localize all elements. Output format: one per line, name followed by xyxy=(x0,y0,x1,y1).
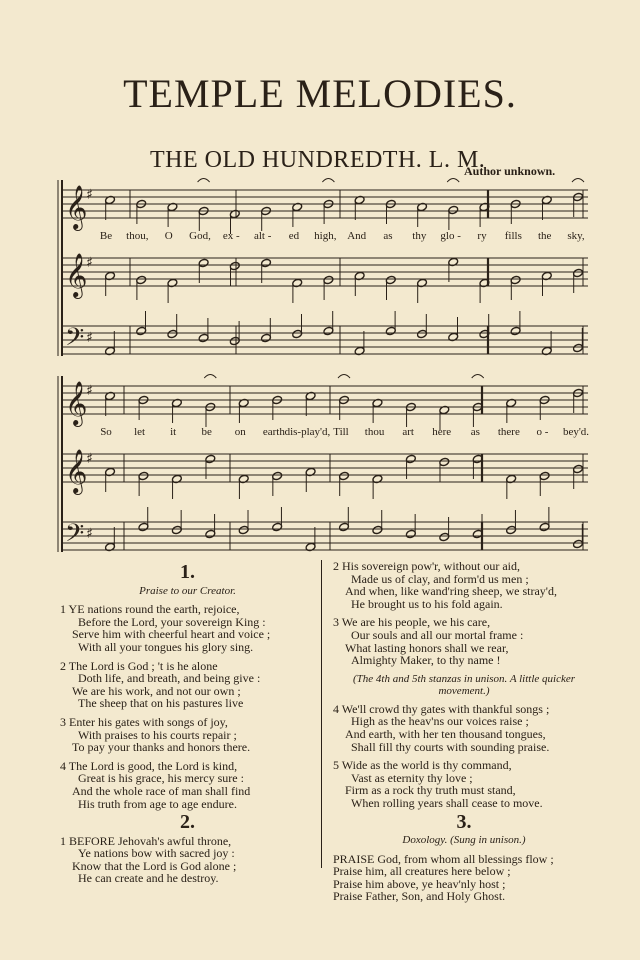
sharp-key-signature-icon: ♯ xyxy=(86,451,93,467)
verse-line: We are his work, and not our own ; xyxy=(72,683,241,698)
verse-line: He brought us to his fold again. xyxy=(351,596,503,611)
lyric-syllable: Be xyxy=(99,230,113,242)
verse-line: He can create and he destroy. xyxy=(78,871,219,886)
lyric-syllable: dis-play'd, xyxy=(284,426,331,438)
stanza xyxy=(333,560,595,610)
verse-line: Praise him, all creatures here below ; xyxy=(333,864,511,879)
verse-line: His truth from age to age endure. xyxy=(78,796,237,811)
verse-line: Know that the Lord is God alone ; xyxy=(72,858,237,873)
lyric-syllable: o - xyxy=(536,426,549,438)
lyric-syllable: high, xyxy=(314,230,337,242)
sharp-key-signature-icon: ♯ xyxy=(86,330,93,346)
verse-line: 3 Enter his gates with songs of joy, xyxy=(60,714,228,729)
fermata-icon xyxy=(198,179,210,183)
lyric-syllable: glo - xyxy=(440,230,461,242)
verse-line: 2 His sovereign pow'r, without our aid, xyxy=(333,559,520,573)
treble-clef-icon: 𝄞 xyxy=(65,185,88,229)
stanza xyxy=(333,616,595,666)
tune-title: THE OLD HUNDREDTH. L. M. xyxy=(150,147,486,173)
sharp-key-signature-icon: ♯ xyxy=(86,255,93,271)
verse-line: Praise him above, ye heav'nly host ; xyxy=(333,876,506,891)
fermata-icon xyxy=(204,375,216,379)
stanza xyxy=(333,703,595,753)
verse-line: 4 We'll crowd thy gates with thankful songs ; xyxy=(333,701,550,716)
verse-line: And the whole race of man shall find xyxy=(72,783,251,798)
bass-clef-icon: 𝄢 xyxy=(65,323,85,358)
verse-line: Serve him with cheerful heart and voice ; xyxy=(72,627,271,642)
hymn-2-stanza-1 xyxy=(60,835,315,885)
hymn-3-lines xyxy=(333,853,595,903)
hymn-3-caption: Doxology. (Sung in unison.) xyxy=(402,834,526,847)
verse-line: What lasting honors shall we rear, xyxy=(345,640,509,655)
verse-line: Doth life, and breath, and being give : xyxy=(78,671,261,686)
sharp-key-signature-icon: ♯ xyxy=(86,526,93,542)
lyric-syllable: the xyxy=(537,230,552,242)
lyric-syllable: be xyxy=(201,426,212,438)
lyric-syllable: as xyxy=(470,426,480,438)
verse-line: Vast as eternity thy love ; xyxy=(351,770,473,785)
lyric-syllable: let xyxy=(134,426,146,438)
verse-line: High as the heav'ns our voices raise ; xyxy=(351,714,529,729)
verse-line: Great is his grace, his mercy sure : xyxy=(78,771,244,786)
left-column xyxy=(60,560,315,891)
lyric-syllable: art xyxy=(402,426,414,438)
hymn-1-number: 1. xyxy=(180,561,195,583)
verse-line: 5 Wide as the world is thy command, xyxy=(333,758,512,773)
verse-line: Made us of clay, and form'd us men ; xyxy=(351,571,529,586)
verse-line: 3 We are his people, we his care, xyxy=(333,615,491,630)
lyrics-line-2 xyxy=(100,426,589,438)
lyric-syllable: thy xyxy=(412,230,427,242)
lyric-syllable: thou xyxy=(364,426,385,438)
lyric-syllable: ed xyxy=(288,230,300,242)
verse-line: And earth, with her ten thousand tongues, xyxy=(345,726,546,741)
hymn-2-stanzas xyxy=(333,560,595,667)
verse-line: 4 The Lord is good, the Lord is kind, xyxy=(60,758,238,773)
hymn-3-number: 3. xyxy=(456,810,472,833)
lyric-syllable: sky, xyxy=(567,230,585,242)
lyrics-line-1 xyxy=(100,230,585,242)
lyric-syllable: here xyxy=(432,426,452,438)
stanza xyxy=(60,603,315,653)
treble-clef-icon: 𝄞 xyxy=(65,449,88,493)
stanza xyxy=(60,835,315,885)
fermata-icon xyxy=(338,375,350,379)
column-divider xyxy=(321,560,322,868)
bass-staff xyxy=(62,507,588,554)
verse-line: The sheep that on his pastures live xyxy=(78,696,244,711)
verse-line: Almighty Maker, to thy name ! xyxy=(351,653,501,668)
stanza xyxy=(333,759,595,809)
right-column xyxy=(333,560,595,903)
hymn-1-caption: Praise to our Creator. xyxy=(139,584,236,597)
verse-line: When rolling years shall cease to move. xyxy=(351,795,543,810)
fermata-icon xyxy=(472,375,484,379)
stanza xyxy=(60,760,315,810)
verse-line: And when, like wand'ring sheep, we stray'd, xyxy=(345,584,557,599)
tune-author: Author unknown. xyxy=(464,164,556,178)
lyric-syllable: it xyxy=(170,426,177,438)
fermata-icon xyxy=(322,179,334,183)
lyric-syllable: God, xyxy=(189,230,211,242)
treble-clef-icon: 𝄞 xyxy=(65,381,88,425)
lyric-syllable: alt - xyxy=(253,230,272,242)
lyric-syllable: ry xyxy=(477,230,487,242)
verse-line: Ye nations bow with sacred joy : xyxy=(78,846,235,861)
verse-line: With praises to his courts repair ; xyxy=(78,727,237,742)
verse-line: Shall fill thy courts with sounding praise. xyxy=(351,739,550,754)
lyric-syllable: Till xyxy=(333,426,349,438)
verse-line: Firm as a rock thy truth must stand, xyxy=(345,783,516,798)
lyric-syllable: bey'd. xyxy=(562,426,590,438)
hymn-1-stanzas xyxy=(60,603,315,810)
bass-staff xyxy=(62,311,588,358)
verse-line: Praise Father, Son, and Holy Ghost. xyxy=(333,889,506,904)
verse-line: 2 The Lord is God ; 't is he alone xyxy=(60,658,218,673)
lyric-syllable: there xyxy=(497,426,520,438)
sharp-key-signature-icon: ♯ xyxy=(86,187,93,203)
hymn-2-note: (The 4th and 5th stanzas in unison. A little quicker movement.) xyxy=(352,672,576,697)
hymn-2-number: 2. xyxy=(180,811,195,834)
lyric-syllable: ex - xyxy=(222,230,240,242)
verse-line: 1 BEFORE Jehovah's awful throne, xyxy=(60,833,232,848)
verse-line: PRAISE God, from whom all blessings flow ; xyxy=(333,851,554,866)
treble-staff xyxy=(62,381,588,430)
treble-staff xyxy=(62,253,588,303)
lyric-syllable: earth xyxy=(262,426,285,438)
treble-clef-icon: 𝄞 xyxy=(65,253,88,297)
fermata-icon xyxy=(572,179,584,183)
lyric-syllable: fills xyxy=(504,230,522,242)
lyric-syllable: on xyxy=(234,426,246,438)
lyric-syllable: And xyxy=(347,230,367,242)
stanza xyxy=(60,660,315,710)
verse-line: Our souls and all our mortal frame : xyxy=(351,627,524,642)
page-title: TEMPLE MELODIES. xyxy=(123,71,517,116)
verse-line: With all your tongues his glory sing. xyxy=(78,639,254,654)
lyric-syllable: So xyxy=(100,426,112,438)
lyric-syllable: thou, xyxy=(126,230,149,242)
stanza xyxy=(60,716,315,754)
fermata-icon xyxy=(447,179,459,183)
hymn-2-stanzas-unison xyxy=(333,703,595,810)
sharp-key-signature-icon: ♯ xyxy=(86,383,93,399)
verse-line: 1 YE nations round the earth, rejoice, xyxy=(60,602,240,617)
verse-line: Before the Lord, your sovereign King : xyxy=(78,614,266,629)
lyric-syllable: as xyxy=(383,230,393,242)
treble-staff xyxy=(62,185,588,234)
lyric-syllable: O xyxy=(164,230,173,242)
bass-clef-icon: 𝄢 xyxy=(65,519,85,554)
treble-staff xyxy=(62,449,588,499)
verse-line: To pay your thanks and honors there. xyxy=(72,740,251,755)
